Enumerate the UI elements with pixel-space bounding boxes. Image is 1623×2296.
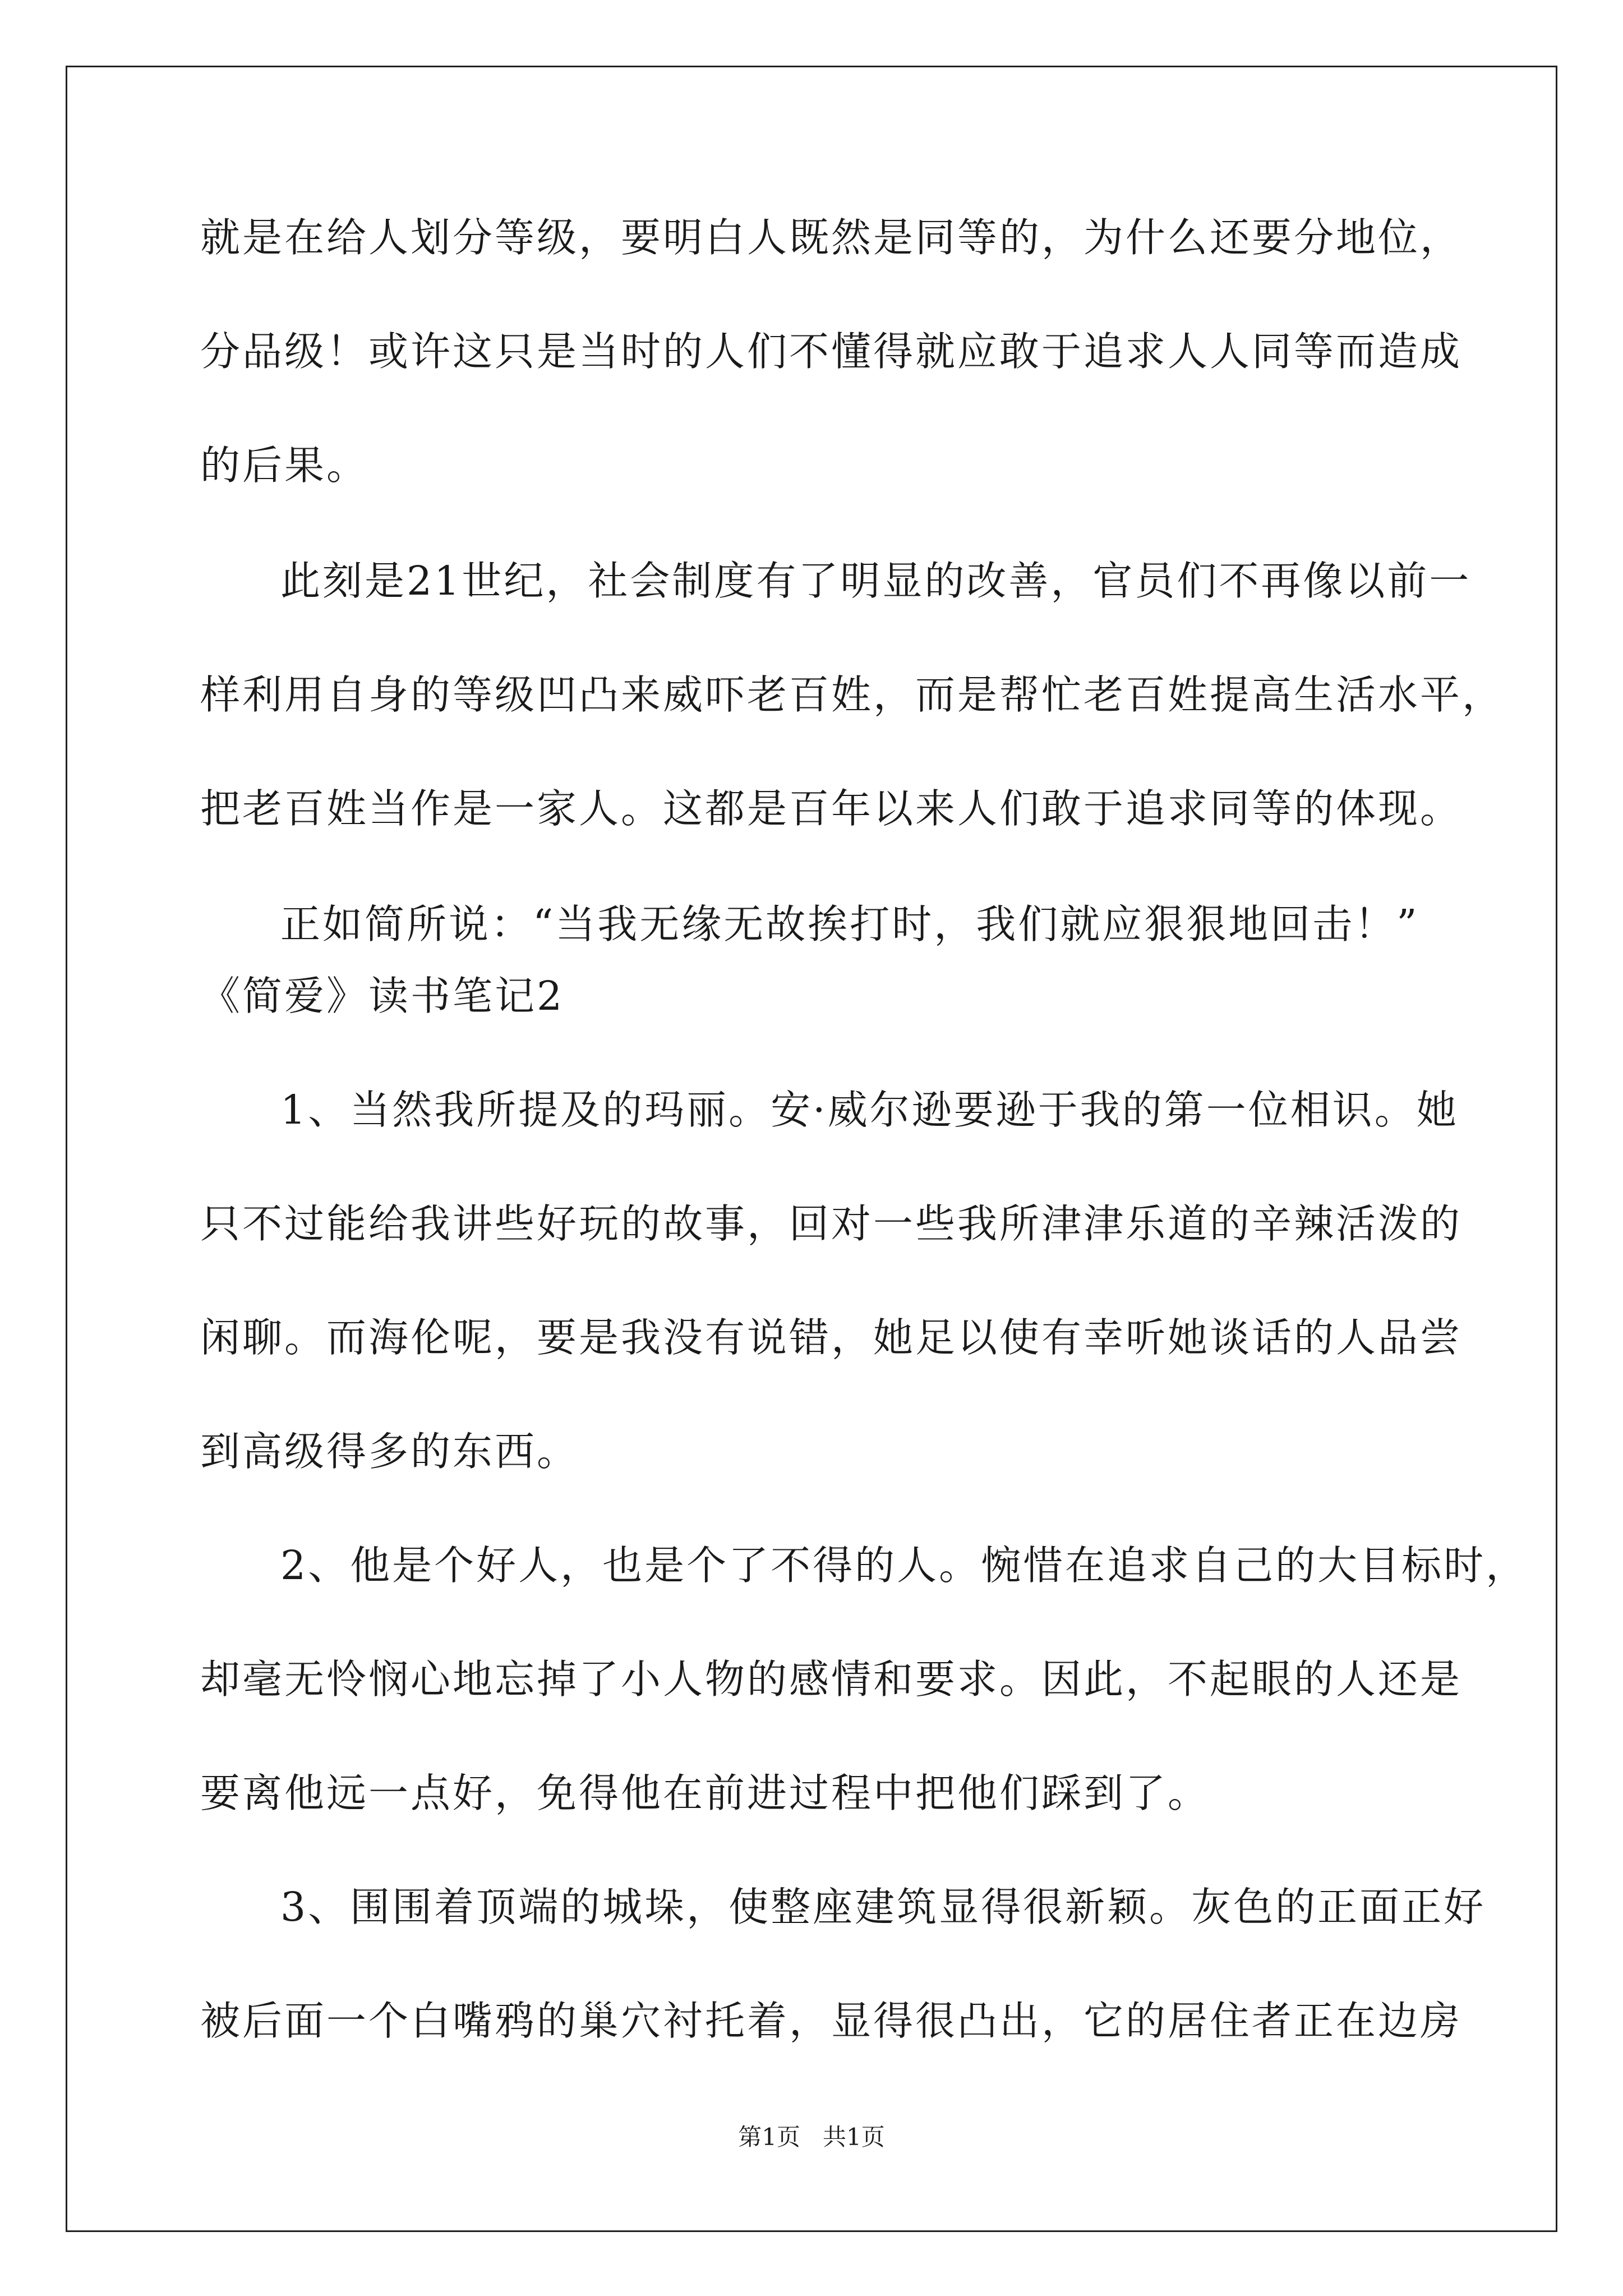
paragraph-first-line: 1、当然我所提及的玛丽。安·威尔逊要逊于我的第一位相识。她 (280, 1087, 1459, 1133)
text-line: 只不过能给我讲些好玩的故事，回对一些我所津津乐道的辛辣活泼的 (200, 1200, 1463, 1247)
text-line: 被后面一个白嘴鸦的巢穴衬托着，显得很凸出，它的居住者正在边房 (200, 1998, 1463, 2044)
text-line: 把老百姓当作是一家人。这都是百年以来人们敢于追求同等的体现。 (200, 785, 1463, 832)
text-line: 就是在给人划分等级，要明白人既然是同等的，为什么还要分地位， (200, 214, 1463, 261)
text-line: 闲聊。而海伦呢，要是我没有说错，她足以使有幸听她谈话的人品尝 (200, 1314, 1463, 1361)
paragraph-first-line: 此刻是21世纪，社会制度有了明显的改善，官员们不再像以前一 (280, 558, 1472, 604)
section-heading: 《简爱》读书笔记2 (200, 973, 565, 1019)
paragraph-first-line: 3、围围着顶端的城垛，使整座建筑显得很新颖。灰色的正面正好 (280, 1884, 1486, 1930)
page-footer: 第1页 共1页 (738, 2123, 885, 2151)
quote-line: 正如简所说：“当我无缘无故挨打时，我们就应狠狠地回击！” (280, 901, 1419, 947)
text-line: 分品级！或许这只是当时的人们不懂得就应敢于追求人人同等而造成 (200, 328, 1463, 375)
text-line: 要离他远一点好，免得他在前进过程中把他们踩到了。 (200, 1770, 1210, 1816)
text-line: 样利用自身的等级凹凸来威吓老百姓，而是帮忙老百姓提高生活水平， (200, 671, 1505, 718)
text-line: 到高级得多的东西。 (200, 1428, 579, 1475)
paragraph-first-line: 2、他是个好人，也是个了不得的人。惋惜在追求自己的大目标时， (280, 1542, 1528, 1589)
text-line: 的后果。 (200, 442, 369, 489)
text-line: 却毫无怜悯心地忘掉了小人物的感情和要求。因此，不起眼的人还是 (200, 1656, 1463, 1703)
